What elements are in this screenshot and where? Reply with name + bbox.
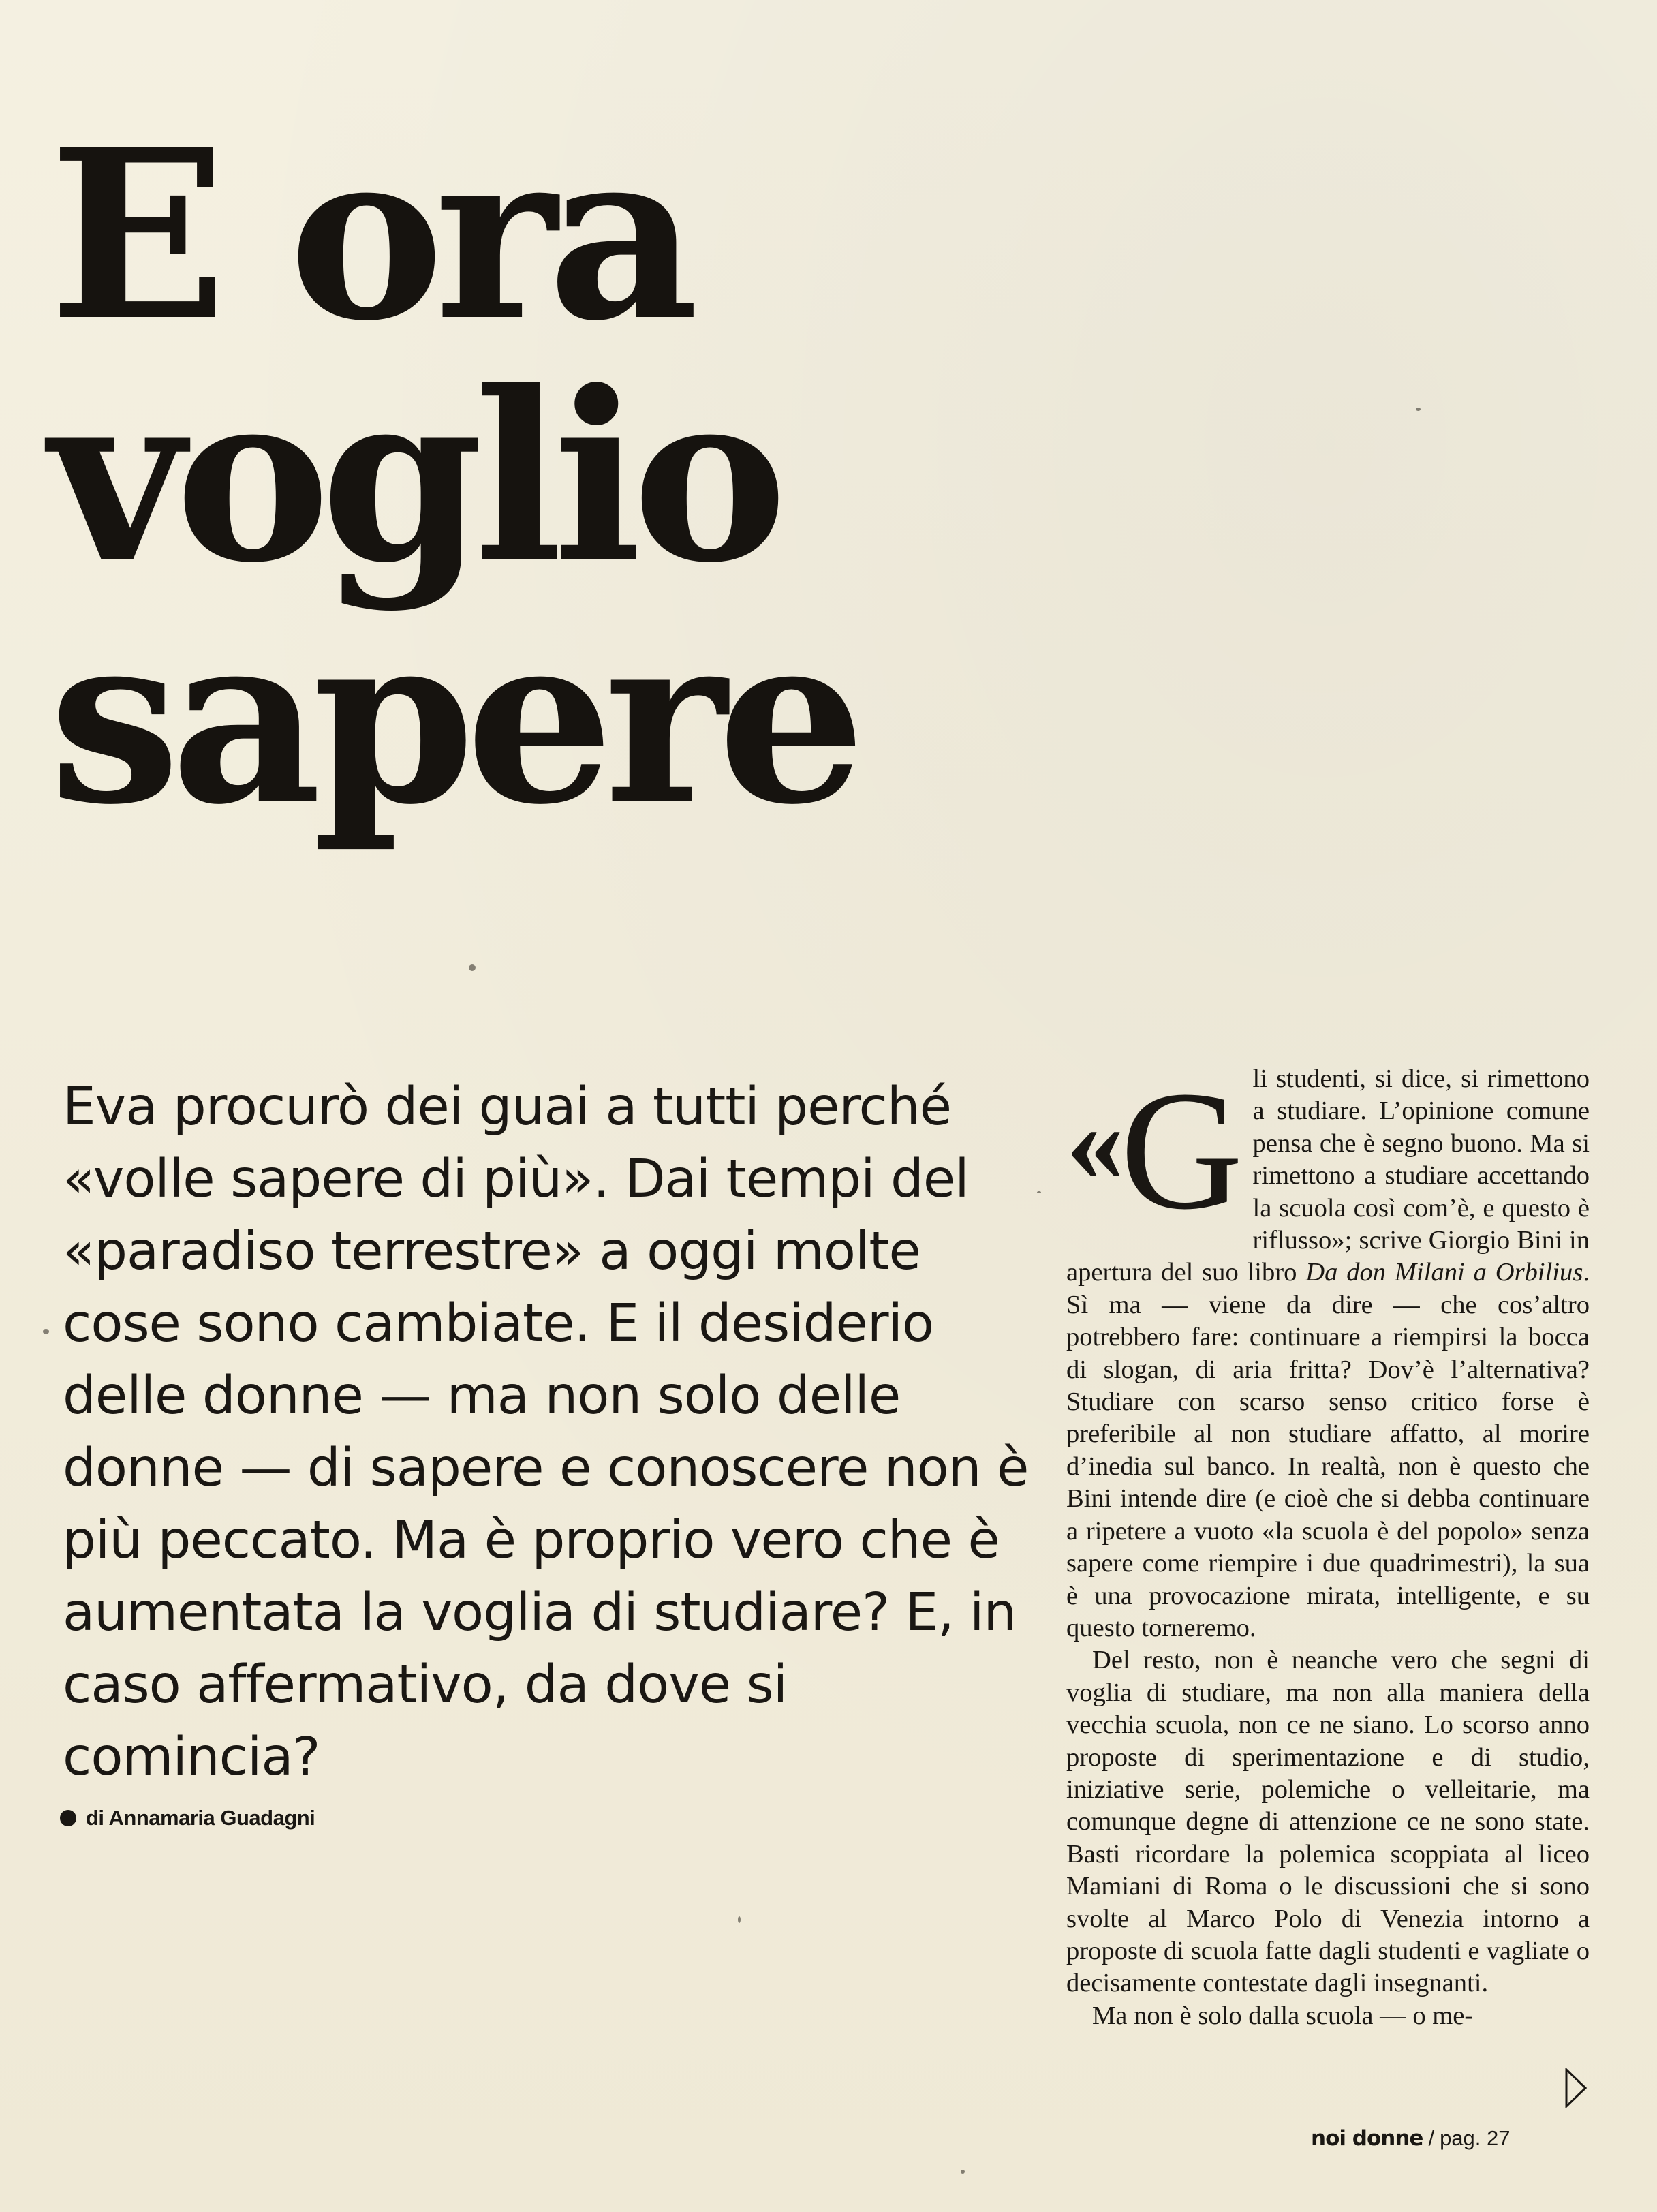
print-speck (738, 1916, 741, 1923)
drop-cap-letter: G (1120, 1056, 1243, 1245)
print-speck (1037, 1191, 1041, 1193)
article-paragraph-1 (1066, 1056, 1590, 1644)
headline (49, 98, 1071, 856)
footer-separator: / (1428, 2126, 1435, 2150)
article-paragraph-2: Del resto, non è neanche vero che segni di voglia di studiare, ma non alla maniera della vecchia scuola, non ce ne siano. Lo scorso anno proposte di sperimentazione e di studio, iniziative serie, polemiche o velleitarie, ma comunque degne di attenzione ce ne sono state. Basti ricordare la polemica scoppiata al liceo Mamiani di Roma o le discussioni che si sono svolte al Marco Polo di Venezia intorno a proposte di scuola fatte dagli studenti e vagliate o decisamente contestate dagli insegnanti. (1066, 1646, 1590, 1998)
continue-arrow-icon (1564, 2068, 1588, 2108)
article-paragraph-1-text-a: li studenti, si dice, si rimettono a studiare. L’opinione comune pensa che è segno buono. Ma si rimettono a studiare accettando la scuola così com’è, e questo è riflusso»; scrive Giorgio Bini in apertura del suo libro (1066, 1064, 1590, 1287)
magazine-name: noi donne (1311, 2126, 1423, 2151)
byline-text: di Annamaria Guadagni (86, 1806, 315, 1830)
headline-line-1: E ora (49, 98, 690, 372)
print-speck (43, 1329, 49, 1334)
drop-cap (1066, 1056, 1243, 1245)
print-speck (961, 2170, 965, 2174)
headline-line-3: sapere (49, 582, 856, 856)
article-paragraph-1-text-b: . Sì ma — viene da dire — che cos’altro potrebbero fare: continuare a riempirsi la bocca di slogan, di aria fritta? Dov’è l’alternativa? Studiare con scarso senso critico forse è preferibile al non studiare affatto, al morire d’inedia sul banco. In realtà, non è questo che Bini intende dire (e cioè che si debba continuare a ripetere a vuoto «la scuola è del popolo» senza sapere come riempire i due quadrimestri), la sua è una provocazione mirata, intelligente, e su questo torneremo. (1066, 1258, 1590, 1642)
print-speck (469, 964, 476, 971)
lead-paragraph: Eva procurò dei guai a tutti perché «volle sapere di più». Dai tempi del «paradiso terrestre» a oggi molte cose sono cambiate. E il desiderio delle donne — ma non solo delle donne — di sapere e conoscere non è più peccato. Ma è proprio vero che è aumentata la voglia di studiare? E, in caso affermativo, da dove si comincia? (63, 1077, 1029, 1787)
byline (60, 1806, 315, 1830)
page-footer (1311, 2126, 1511, 2151)
book-title: Da don Milani a Orbilius (1305, 1258, 1583, 1287)
article-body (1066, 1056, 1590, 2032)
page-number: pag. 27 (1440, 2126, 1511, 2150)
article-paragraph-3: Ma non è solo dalla scuola — o me- (1092, 2001, 1474, 2030)
drop-cap-quote: « (1066, 1077, 1120, 1205)
print-speck (1416, 408, 1421, 411)
headline-line-2: voglio (49, 340, 778, 614)
bullet-dot-icon (60, 1810, 76, 1826)
